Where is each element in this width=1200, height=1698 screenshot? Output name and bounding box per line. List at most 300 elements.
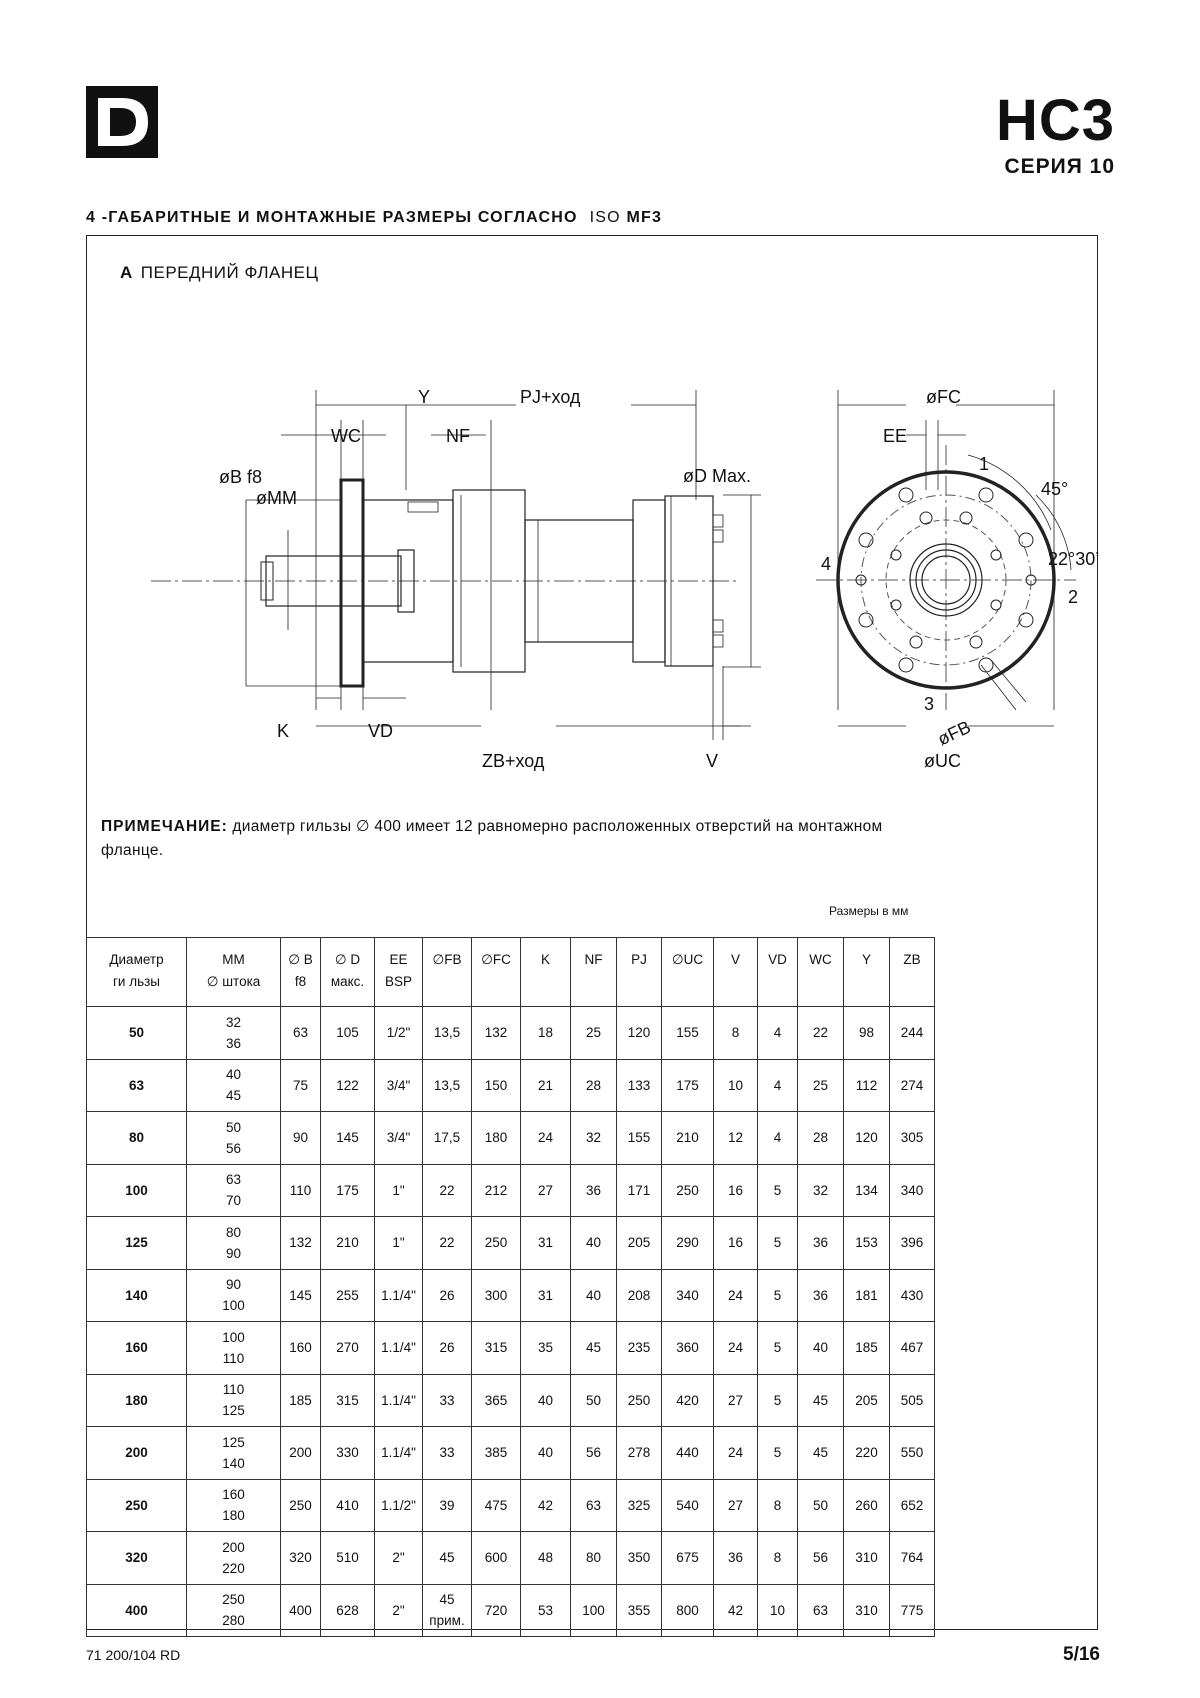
label-2: 2	[1068, 587, 1079, 607]
cell-mm	[187, 1269, 281, 1322]
cell-d: 410	[321, 1479, 375, 1532]
cell-wc: 56	[798, 1532, 844, 1585]
cell-ee: 1.1/4"	[375, 1374, 423, 1427]
cell-nf: 63	[571, 1479, 617, 1532]
cell-bore: 80	[87, 1112, 187, 1165]
series-code: HC3	[995, 88, 1115, 153]
cell-d: 330	[321, 1427, 375, 1480]
cell-d: 255	[321, 1269, 375, 1322]
cell-ee: 3/4"	[375, 1112, 423, 1165]
cell-uc: 360	[662, 1322, 714, 1375]
header-line: ММ	[222, 952, 245, 967]
front-view	[816, 387, 1099, 771]
label-wc: WC	[331, 426, 361, 446]
cell-uc: 250	[662, 1164, 714, 1217]
header-line: PJ	[631, 952, 647, 967]
cell-v: 27	[714, 1374, 758, 1427]
table-header-cell	[87, 938, 187, 1007]
cell-nf: 25	[571, 1007, 617, 1060]
cell-fc: 250	[472, 1217, 521, 1270]
brand-logo	[86, 86, 158, 158]
cell-wc: 50	[798, 1479, 844, 1532]
cell-line: 125	[222, 1434, 245, 1450]
label-3: 3	[924, 694, 935, 714]
cell-uc: 155	[662, 1007, 714, 1060]
cell-zb: 244	[890, 1007, 935, 1060]
cell-k: 21	[521, 1059, 571, 1112]
cell-vd: 8	[758, 1532, 798, 1585]
table-header-cell	[617, 938, 662, 1007]
label-mm: øMM	[256, 488, 297, 508]
cell-wc: 63	[798, 1584, 844, 1637]
cell-fb	[423, 1584, 472, 1637]
cylinder-drawing	[86, 380, 1100, 790]
cell-k: 48	[521, 1532, 571, 1585]
cell-wc: 28	[798, 1112, 844, 1165]
header-line: WC	[809, 952, 832, 967]
cell-bore: 160	[87, 1322, 187, 1375]
header-line: V	[730, 952, 740, 967]
header-line: ∅FC	[481, 952, 511, 967]
cell-y: 205	[844, 1374, 890, 1427]
cell-ee: 1/2"	[375, 1007, 423, 1060]
cell-ee: 1.1/4"	[375, 1427, 423, 1480]
cell-uc: 540	[662, 1479, 714, 1532]
cell-zb: 764	[890, 1532, 935, 1585]
cell-k: 53	[521, 1584, 571, 1637]
cell-mm	[187, 1007, 281, 1060]
cell-line: 13,5	[433, 1025, 461, 1041]
header-line: VD	[768, 952, 787, 967]
table-header-cell	[423, 938, 472, 1007]
cell-d: 270	[321, 1322, 375, 1375]
cell-nf: 40	[571, 1269, 617, 1322]
cell-uc: 675	[662, 1532, 714, 1585]
cell-v: 27	[714, 1479, 758, 1532]
cell-b: 63	[281, 1007, 321, 1060]
table-row	[87, 1374, 935, 1427]
cell-fb	[423, 1112, 472, 1165]
section-iso: ISO	[589, 209, 621, 226]
table-header-cell	[472, 938, 521, 1007]
cell-fb	[423, 1479, 472, 1532]
table-header-cell	[798, 938, 844, 1007]
units-label: Размеры в мм	[829, 904, 909, 918]
cell-line: 250	[222, 1592, 245, 1608]
cell-pj: 171	[617, 1164, 662, 1217]
header-line: K	[540, 952, 550, 967]
label-uc: øUC	[924, 751, 961, 771]
cell-k: 40	[521, 1427, 571, 1480]
cell-ee: 1"	[375, 1217, 423, 1270]
cell-vd: 10	[758, 1584, 798, 1637]
cell-line: 26	[439, 1340, 455, 1356]
cell-mm	[187, 1479, 281, 1532]
table-header-row	[87, 938, 935, 1007]
table-header-cell	[714, 938, 758, 1007]
cell-bore: 140	[87, 1269, 187, 1322]
dimensions-table	[86, 937, 935, 1637]
cell-b: 250	[281, 1479, 321, 1532]
table-row	[87, 1532, 935, 1585]
cell-pj: 355	[617, 1584, 662, 1637]
table-row	[87, 1007, 935, 1060]
cell-fc: 180	[472, 1112, 521, 1165]
table-row	[87, 1322, 935, 1375]
cell-nf: 80	[571, 1532, 617, 1585]
cell-k: 31	[521, 1269, 571, 1322]
table-row	[87, 1584, 935, 1637]
cell-line: 50	[225, 1119, 242, 1135]
cell-bore: 250	[87, 1479, 187, 1532]
cell-line: 70	[225, 1193, 242, 1209]
cell-pj: 250	[617, 1374, 662, 1427]
table-header-cell	[375, 938, 423, 1007]
header-line: Y	[861, 952, 871, 967]
cell-b: 320	[281, 1532, 321, 1585]
cell-fb	[423, 1427, 472, 1480]
cell-ee: 1"	[375, 1164, 423, 1217]
header-line: ∅ B	[288, 952, 313, 967]
cell-ee: 1.1/4"	[375, 1269, 423, 1322]
label-k: K	[277, 721, 290, 741]
cell-line: 100	[222, 1329, 245, 1345]
cell-d: 510	[321, 1532, 375, 1585]
cell-zb: 775	[890, 1584, 935, 1637]
cell-uc: 175	[662, 1059, 714, 1112]
cell-vd: 8	[758, 1479, 798, 1532]
cell-line: 90	[225, 1245, 242, 1261]
cell-mm	[187, 1322, 281, 1375]
cell-zb: 340	[890, 1164, 935, 1217]
cell-vd: 5	[758, 1217, 798, 1270]
cell-line: 45	[225, 1088, 242, 1104]
cell-fc: 720	[472, 1584, 521, 1637]
cell-vd: 5	[758, 1374, 798, 1427]
label-v: V	[706, 751, 719, 771]
table-header-cell	[890, 938, 935, 1007]
cell-v: 16	[714, 1164, 758, 1217]
cell-line: 45	[439, 1592, 455, 1608]
note	[101, 815, 921, 863]
cell-line: 180	[222, 1508, 245, 1524]
cell-wc: 36	[798, 1217, 844, 1270]
cell-b: 185	[281, 1374, 321, 1427]
header-line: Диаметр	[109, 952, 164, 967]
cell-line: 125	[222, 1403, 245, 1419]
cell-fc: 315	[472, 1322, 521, 1375]
cell-v: 16	[714, 1217, 758, 1270]
cell-mm	[187, 1532, 281, 1585]
header-line: EE	[389, 952, 408, 967]
header-line: ∅ штока	[206, 974, 261, 989]
cell-pj: 278	[617, 1427, 662, 1480]
cell-zb: 505	[890, 1374, 935, 1427]
cell-bore: 180	[87, 1374, 187, 1427]
cell-line: 33	[439, 1445, 455, 1461]
subsection-title	[120, 263, 319, 283]
cell-mm	[187, 1584, 281, 1637]
table-row	[87, 1112, 935, 1165]
cell-fc: 475	[472, 1479, 521, 1532]
cell-b: 160	[281, 1322, 321, 1375]
doc-code: 71 200/104 RD	[86, 1647, 181, 1663]
cell-y: 181	[844, 1269, 890, 1322]
cell-d: 315	[321, 1374, 375, 1427]
table-header-cell	[521, 938, 571, 1007]
note-label: ПРИМЕЧАНИЕ:	[101, 818, 228, 835]
cell-nf: 32	[571, 1112, 617, 1165]
label-d: øD Max.	[683, 466, 752, 486]
cell-mm	[187, 1217, 281, 1270]
cell-fb	[423, 1532, 472, 1585]
cell-line: 200	[222, 1539, 245, 1555]
cell-fc: 365	[472, 1374, 521, 1427]
cell-k: 24	[521, 1112, 571, 1165]
header-line: BSP	[384, 974, 412, 989]
cell-k: 35	[521, 1322, 571, 1375]
cell-bore: 400	[87, 1584, 187, 1637]
cell-ee: 1.1/4"	[375, 1322, 423, 1375]
cell-wc: 32	[798, 1164, 844, 1217]
cell-uc: 420	[662, 1374, 714, 1427]
cell-mm	[187, 1427, 281, 1480]
cell-b: 200	[281, 1427, 321, 1480]
cell-line: 140	[222, 1455, 245, 1471]
cell-bore: 100	[87, 1164, 187, 1217]
cell-pj: 120	[617, 1007, 662, 1060]
cell-line: 80	[225, 1224, 242, 1240]
cell-y: 98	[844, 1007, 890, 1060]
header-line: ги льзы	[112, 974, 161, 989]
cell-line: 280	[222, 1613, 245, 1629]
cell-uc: 340	[662, 1269, 714, 1322]
cell-mm	[187, 1374, 281, 1427]
header-line: макс.	[330, 974, 365, 989]
cell-fc: 600	[472, 1532, 521, 1585]
cell-pj: 325	[617, 1479, 662, 1532]
cell-vd: 5	[758, 1322, 798, 1375]
cell-v: 8	[714, 1007, 758, 1060]
cell-d: 145	[321, 1112, 375, 1165]
cell-vd: 5	[758, 1164, 798, 1217]
cell-vd: 5	[758, 1269, 798, 1322]
subsection-letter: А	[120, 263, 133, 282]
cell-nf: 45	[571, 1322, 617, 1375]
table-header-cell	[758, 938, 798, 1007]
cell-v: 10	[714, 1059, 758, 1112]
cell-mm	[187, 1059, 281, 1112]
cell-line: 22	[439, 1235, 455, 1251]
header-line: f8	[294, 974, 307, 989]
cell-uc: 440	[662, 1427, 714, 1480]
label-1: 1	[979, 454, 990, 474]
cell-d: 122	[321, 1059, 375, 1112]
label-b: øB f8	[219, 467, 263, 487]
cell-line: 40	[225, 1067, 242, 1083]
cell-mm	[187, 1164, 281, 1217]
cell-line: 110	[222, 1350, 245, 1366]
table-header-cell	[662, 938, 714, 1007]
cell-bore: 125	[87, 1217, 187, 1270]
cell-vd: 4	[758, 1112, 798, 1165]
table-header-cell	[281, 938, 321, 1007]
cell-nf: 50	[571, 1374, 617, 1427]
cell-y: 220	[844, 1427, 890, 1480]
cell-y: 134	[844, 1164, 890, 1217]
cell-line: 160	[222, 1487, 245, 1503]
section-standard: MF3	[626, 209, 663, 226]
section-title	[86, 209, 662, 227]
cell-vd: 5	[758, 1427, 798, 1480]
cell-d: 105	[321, 1007, 375, 1060]
label-pj: PJ+ход	[520, 387, 581, 407]
table-header-cell	[321, 938, 375, 1007]
cell-wc: 45	[798, 1374, 844, 1427]
cell-line: 13,5	[433, 1077, 461, 1093]
cell-zb: 550	[890, 1427, 935, 1480]
cell-fb	[423, 1059, 472, 1112]
cell-wc: 36	[798, 1269, 844, 1322]
table-row	[87, 1427, 935, 1480]
cell-pj: 133	[617, 1059, 662, 1112]
label-22: 22°30’	[1048, 549, 1100, 569]
cell-line: 33	[439, 1392, 455, 1408]
cell-nf: 28	[571, 1059, 617, 1112]
label-fc: øFC	[926, 387, 961, 407]
cell-uc: 210	[662, 1112, 714, 1165]
cell-line: 22	[439, 1182, 455, 1198]
table-row	[87, 1269, 935, 1322]
header-line: NF	[584, 952, 603, 967]
cell-wc: 45	[798, 1427, 844, 1480]
cell-line: 36	[225, 1035, 242, 1051]
cell-b: 145	[281, 1269, 321, 1322]
label-fb: øFB	[934, 716, 974, 750]
subsection-text: ПЕРЕДНИЙ ФЛАНЕЦ	[140, 263, 319, 282]
cell-zb: 305	[890, 1112, 935, 1165]
cell-zb: 467	[890, 1322, 935, 1375]
cell-vd: 4	[758, 1007, 798, 1060]
cell-k: 27	[521, 1164, 571, 1217]
cell-vd: 4	[758, 1059, 798, 1112]
cell-k: 31	[521, 1217, 571, 1270]
label-ee: EE	[883, 426, 908, 446]
cell-fb	[423, 1217, 472, 1270]
table-header-cell	[844, 938, 890, 1007]
cell-bore: 320	[87, 1532, 187, 1585]
section-title-text: 4 -ГАБАРИТНЫЕ И МОНТАЖНЫЕ РАЗМЕРЫ СОГЛАСНО	[86, 209, 578, 226]
cell-uc: 800	[662, 1584, 714, 1637]
cell-line: 220	[222, 1560, 245, 1576]
cell-wc: 22	[798, 1007, 844, 1060]
cell-y: 112	[844, 1059, 890, 1112]
cell-line: прим.	[429, 1613, 465, 1629]
cell-v: 12	[714, 1112, 758, 1165]
cell-y: 120	[844, 1112, 890, 1165]
cell-pj: 350	[617, 1532, 662, 1585]
cell-fc: 212	[472, 1164, 521, 1217]
cell-d: 210	[321, 1217, 375, 1270]
cell-b: 400	[281, 1584, 321, 1637]
cell-line: 100	[222, 1298, 245, 1314]
label-vd: VD	[368, 721, 394, 741]
cell-b: 90	[281, 1112, 321, 1165]
table-row	[87, 1059, 935, 1112]
table-row	[87, 1164, 935, 1217]
cell-nf: 100	[571, 1584, 617, 1637]
cell-wc: 25	[798, 1059, 844, 1112]
header-line: ZB	[903, 952, 921, 967]
cell-ee: 1.1/2"	[375, 1479, 423, 1532]
cell-fb	[423, 1374, 472, 1427]
cell-line: 63	[225, 1172, 242, 1188]
cell-mm	[187, 1112, 281, 1165]
cell-k: 42	[521, 1479, 571, 1532]
cell-line: 45	[439, 1550, 455, 1566]
cell-pj: 208	[617, 1269, 662, 1322]
cell-v: 36	[714, 1532, 758, 1585]
cell-zb: 430	[890, 1269, 935, 1322]
cell-d: 175	[321, 1164, 375, 1217]
table-row	[87, 1217, 935, 1270]
cell-line: 56	[225, 1140, 242, 1156]
note-text: диаметр гильзы ∅ 400 имеет 12 равномерно расположенных отверстий на монтажном фланце.	[101, 818, 883, 859]
cell-b: 110	[281, 1164, 321, 1217]
cell-pj: 235	[617, 1322, 662, 1375]
cell-fb	[423, 1322, 472, 1375]
cell-y: 153	[844, 1217, 890, 1270]
table-row	[87, 1479, 935, 1532]
label-45: 45°	[1041, 479, 1069, 499]
cell-nf: 36	[571, 1164, 617, 1217]
label-y: Y	[418, 387, 431, 407]
cell-ee: 2"	[375, 1584, 423, 1637]
cell-zb: 652	[890, 1479, 935, 1532]
cell-fb	[423, 1007, 472, 1060]
cell-ee: 2"	[375, 1532, 423, 1585]
cell-line: 32	[225, 1014, 242, 1030]
cell-y: 260	[844, 1479, 890, 1532]
cell-bore: 50	[87, 1007, 187, 1060]
cell-k: 40	[521, 1374, 571, 1427]
cell-line: 26	[439, 1287, 455, 1303]
cell-line: 39	[439, 1497, 455, 1513]
cell-nf: 40	[571, 1217, 617, 1270]
cell-b: 132	[281, 1217, 321, 1270]
series-name: СЕРИЯ 10	[1004, 155, 1115, 178]
label-zb: ZB+ход	[482, 751, 545, 771]
cell-fb	[423, 1269, 472, 1322]
cell-zb: 396	[890, 1217, 935, 1270]
cell-wc: 40	[798, 1322, 844, 1375]
cell-pj: 155	[617, 1112, 662, 1165]
cell-k: 18	[521, 1007, 571, 1060]
table-header-cell	[571, 938, 617, 1007]
cell-line: 90	[225, 1277, 242, 1293]
cell-line: 17,5	[433, 1130, 461, 1146]
header-line: ∅FB	[432, 952, 462, 967]
cell-v: 24	[714, 1322, 758, 1375]
cell-v: 24	[714, 1427, 758, 1480]
cell-fc: 132	[472, 1007, 521, 1060]
table-header-cell	[187, 938, 281, 1007]
cell-y: 310	[844, 1532, 890, 1585]
header-line: ∅UC	[671, 952, 704, 967]
cell-uc: 290	[662, 1217, 714, 1270]
header-line: ∅ D	[334, 952, 361, 967]
cell-b: 75	[281, 1059, 321, 1112]
